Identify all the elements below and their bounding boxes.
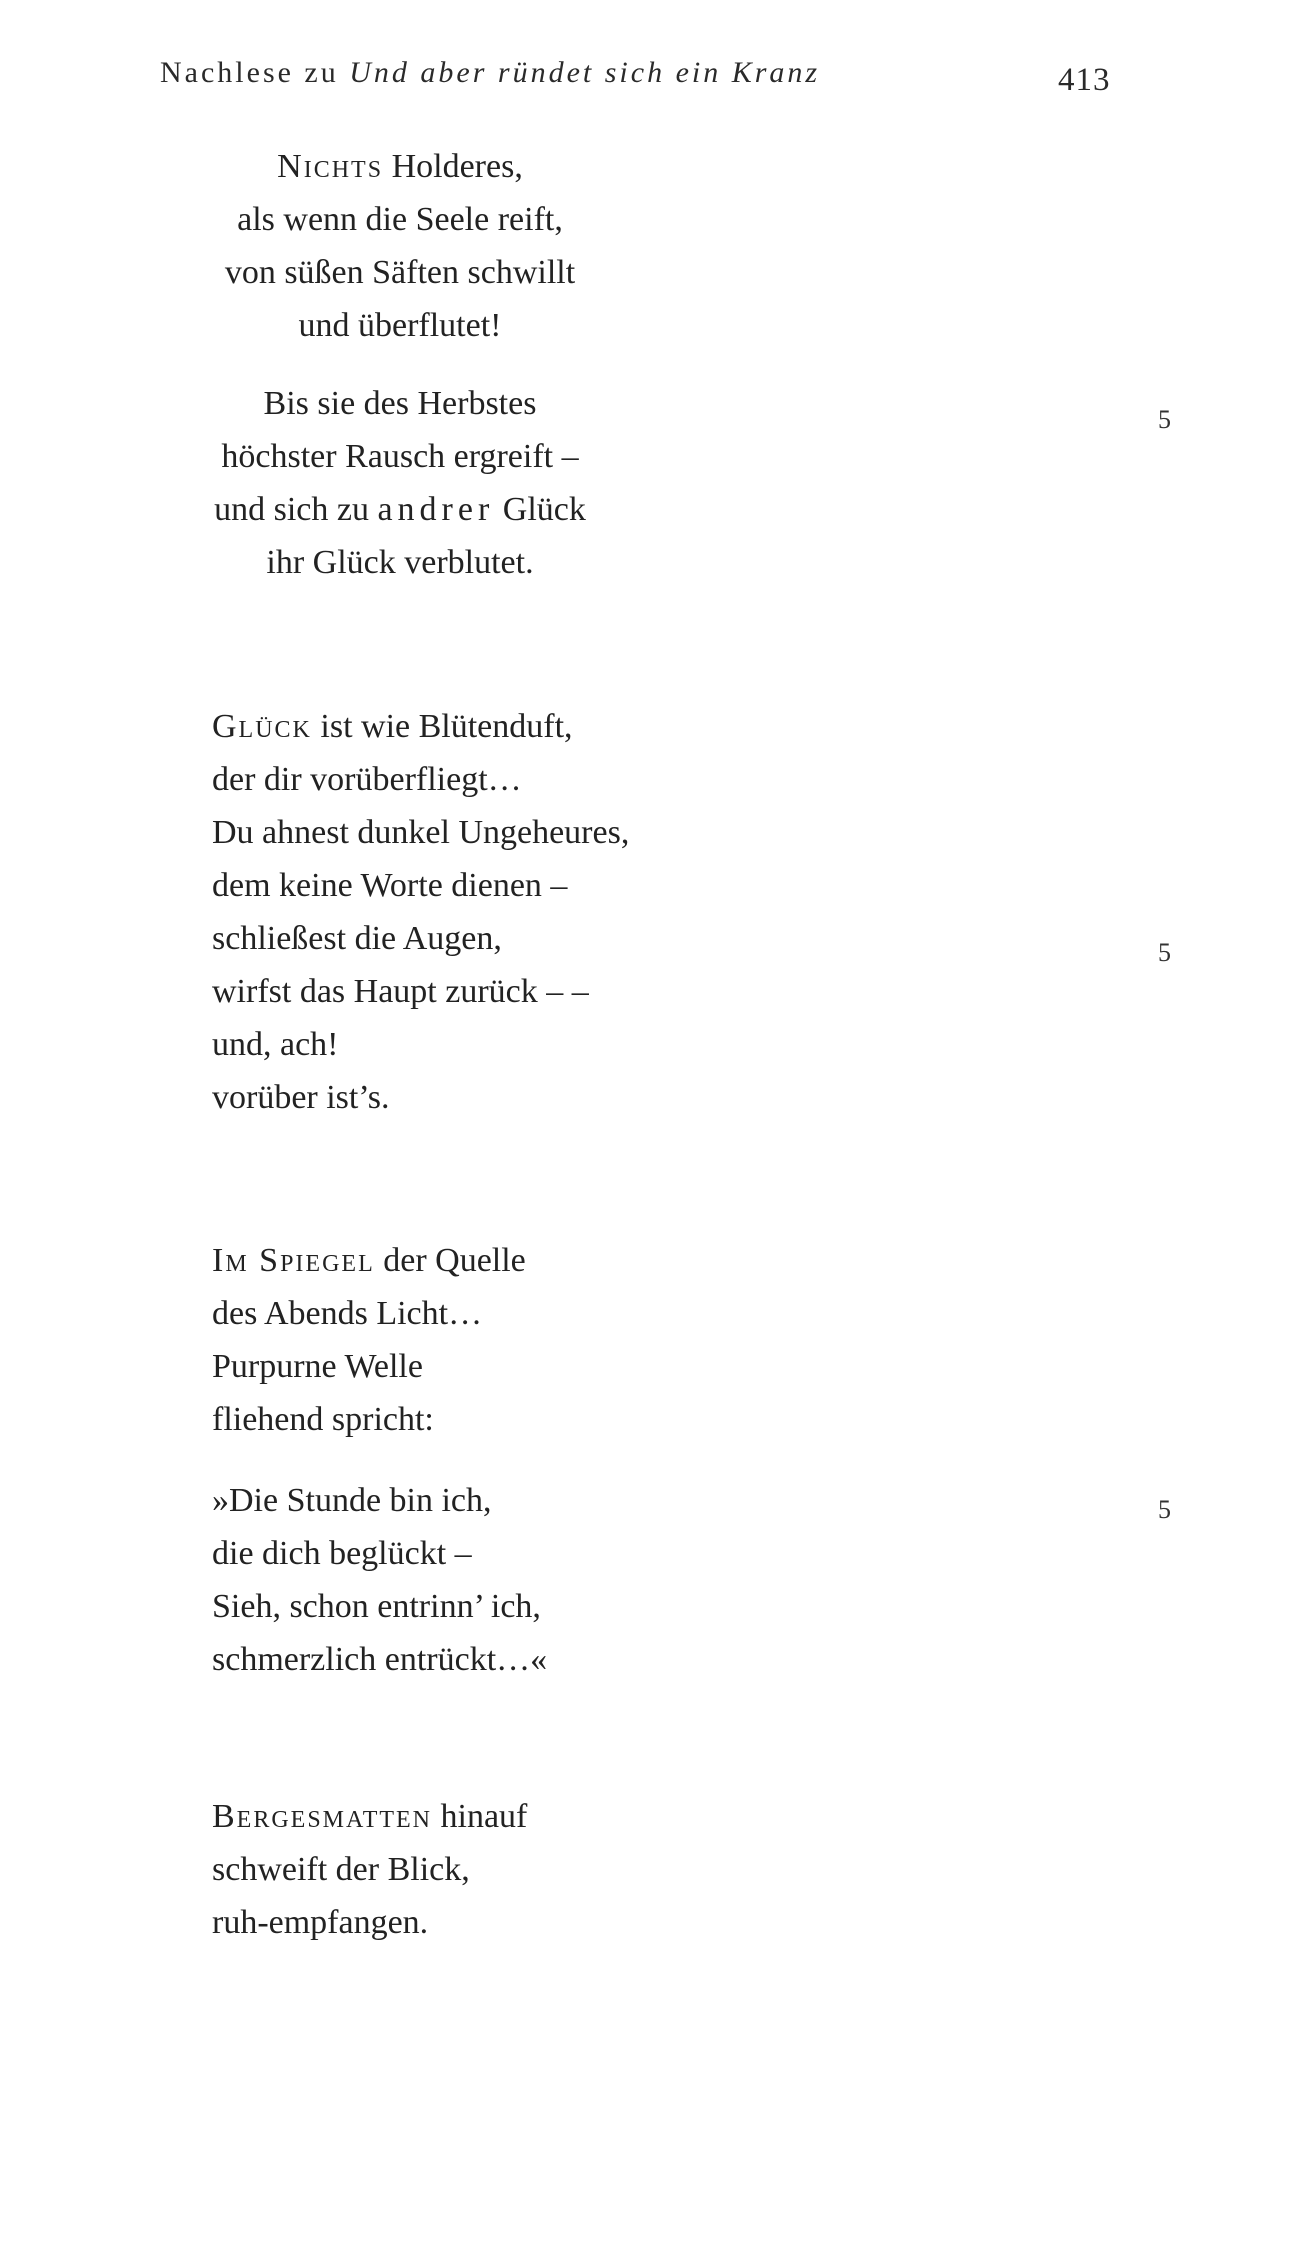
poem-1-stanza-1 <box>160 140 640 352</box>
verse-incipit: Im Spiegel <box>212 1242 375 1279</box>
poem-1-stanza-2 <box>160 377 640 589</box>
poem-2-stanza-1 <box>212 700 912 1124</box>
verse-line: Bis sie des Herbstes <box>263 385 537 422</box>
line-number: 5 <box>1158 405 1171 434</box>
verse-line: Purpurne Welle <box>212 1348 423 1385</box>
verse-line: ruh-empfangen. <box>212 1904 429 1941</box>
verse-line: schweift der Blick, <box>212 1851 470 1888</box>
page-number: 413 <box>1058 62 1111 98</box>
poem-4-stanza-1 <box>212 1790 912 1949</box>
verse-line: und, ach! <box>212 1026 339 1063</box>
verse-line: höchster Rausch ergreift – <box>221 438 579 475</box>
verse-line: wirfst das Haupt zurück – – <box>212 973 589 1010</box>
verse-line: der dir vorüberfliegt… <box>212 761 522 798</box>
running-head <box>160 56 820 90</box>
verse-line: Nichts Holderes, <box>277 148 523 185</box>
line-number: 5 <box>1158 938 1171 967</box>
verse-line: Sieh, schon entrinn’ ich, <box>212 1588 541 1625</box>
verse-incipit: Nichts <box>277 148 384 185</box>
verse-line: fliehend spricht: <box>212 1401 434 1438</box>
verse-line: ihr Glück verblutet. <box>266 544 534 581</box>
verse-line: »Die Stunde bin ich, <box>212 1482 492 1519</box>
verse-line: von süßen Säften schwillt <box>224 254 576 291</box>
verse-line: Glück ist wie Blütenduft, <box>212 708 573 745</box>
verse-line: Du ahnest dunkel Ungeheures, <box>212 814 630 851</box>
verse-line: vorüber ist’s. <box>212 1079 390 1116</box>
verse-line: die dich beglückt – <box>212 1535 472 1572</box>
verse-line: des Abends Licht… <box>212 1295 483 1332</box>
running-head-prefix: Nachlese zu <box>160 56 350 89</box>
verse-line: Bergesmatten hinauf <box>212 1798 528 1835</box>
verse-line: schmerzlich entrückt…« <box>212 1641 548 1678</box>
verse-incipit: Bergesmatten <box>212 1798 433 1835</box>
poem-3-stanza-1 <box>212 1234 912 1446</box>
verse-line: als wenn die Seele reift, <box>237 201 563 238</box>
verse-line: Im Spiegel der Quelle <box>212 1242 526 1279</box>
emphasized-word: andrer <box>377 491 495 528</box>
verse-incipit: Glück <box>212 708 312 745</box>
verse-line: und überflutet! <box>298 307 502 344</box>
line-number: 5 <box>1158 1495 1171 1524</box>
poem-3-stanza-2 <box>212 1474 912 1686</box>
verse-line: und sich zu andrer Glück <box>214 491 586 528</box>
verse-line: schließest die Augen, <box>212 920 502 957</box>
verse-line: dem keine Worte dienen – <box>212 867 568 904</box>
running-head-title: Und aber ründet sich ein Kranz <box>349 56 821 89</box>
